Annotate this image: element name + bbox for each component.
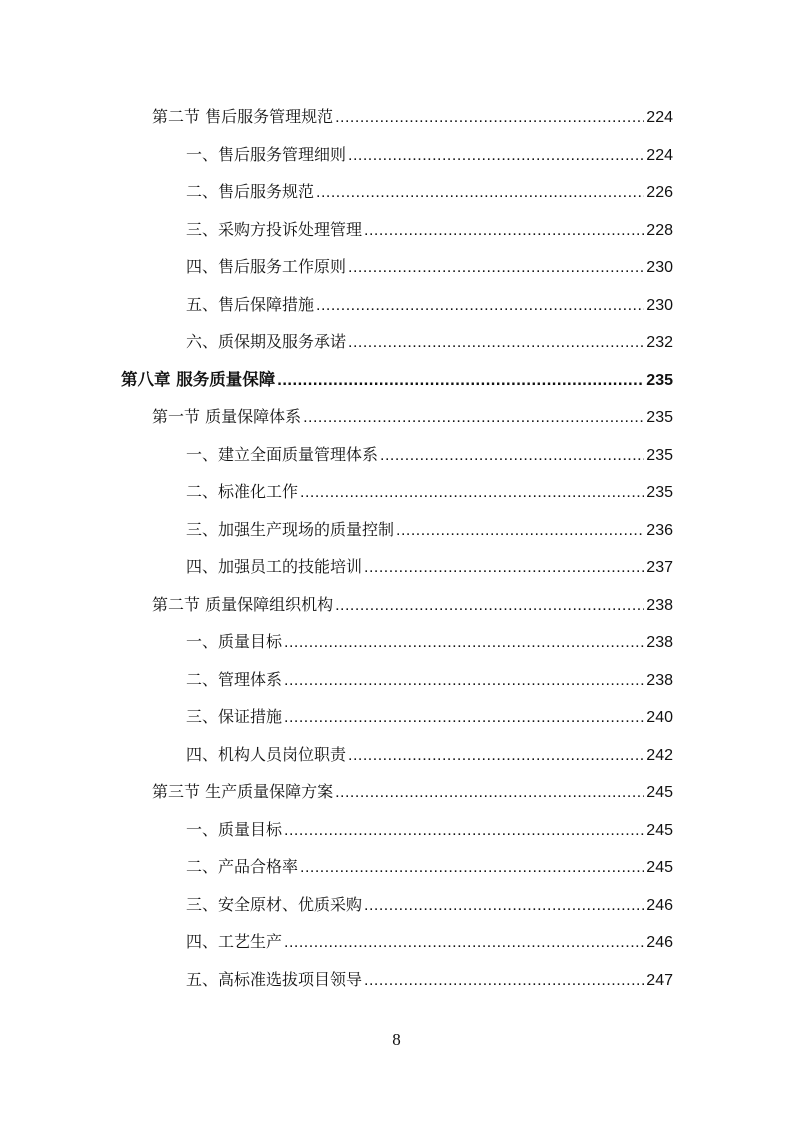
toc-entry-title: 一、质量目标 (186, 632, 283, 651)
toc-entry-title: 二、售后服务规范 (186, 182, 315, 201)
toc-entry[interactable] (186, 927, 673, 957)
toc-entry-title: 六、质保期及服务承诺 (186, 332, 347, 351)
toc-entry-title: 五、高标准选拔项目领导 (186, 969, 363, 989)
toc-entry[interactable] (186, 515, 673, 545)
dot-leader (348, 253, 644, 283)
dot-leader (316, 178, 644, 208)
toc-entry-page: 228 (646, 221, 673, 239)
toc-entry-title: 二、产品合格率 (186, 857, 299, 876)
toc-entry-page: 245 (646, 859, 673, 876)
dot-leader (364, 553, 644, 583)
toc-entry[interactable] (186, 627, 673, 657)
toc-entry-page: 224 (646, 109, 673, 126)
dot-leader (284, 928, 644, 958)
dot-leader (348, 328, 644, 358)
dot-leader (396, 516, 644, 546)
dot-leader (348, 141, 644, 171)
toc-entry-page: 236 (646, 521, 673, 539)
dot-leader (364, 891, 644, 921)
toc-entry-title: 第一节 质量保障体系 (152, 407, 302, 426)
toc-entry[interactable] (186, 177, 673, 207)
dot-leader (284, 628, 644, 658)
toc-entry-title: 第二节 售后服务管理规范 (152, 107, 334, 126)
toc-entry-title: 二、标准化工作 (186, 482, 299, 501)
toc-entry-title: 五、售后保障措施 (186, 294, 315, 314)
toc-entry-title: 四、机构人员岗位职责 (186, 744, 347, 764)
toc-entry-title: 三、采购方投诉处理管理 (186, 219, 363, 239)
toc-entry-title: 一、售后服务管理细则 (186, 144, 347, 164)
toc-entry[interactable] (186, 702, 673, 732)
toc-entry-page: 245 (646, 821, 673, 839)
toc-entry[interactable] (186, 290, 673, 320)
toc-entry-title: 三、安全原材、优质采购 (186, 894, 363, 914)
page-number: 8 (392, 1030, 401, 1049)
toc-entry-title: 三、加强生产现场的质量控制 (186, 519, 395, 539)
toc-entry-page: 235 (646, 446, 673, 464)
toc-entry-title: 一、建立全面质量管理体系 (186, 444, 379, 464)
toc-entry[interactable] (186, 890, 673, 920)
dot-leader (335, 778, 644, 808)
toc-entry[interactable] (186, 440, 673, 470)
toc-entry[interactable] (152, 777, 673, 807)
toc-entry[interactable] (186, 140, 673, 170)
dot-leader (316, 291, 644, 321)
toc-entry-page: 238 (646, 671, 673, 689)
toc-entry-page: 230 (646, 259, 673, 276)
dot-leader (380, 441, 644, 471)
toc-entry-title: 第三节 生产质量保障方案 (152, 782, 334, 801)
toc-entry[interactable] (186, 665, 673, 695)
toc-entry[interactable] (152, 402, 673, 432)
dot-leader (364, 216, 644, 246)
toc-entry[interactable] (186, 252, 673, 282)
toc-entry-page: 235 (646, 371, 673, 389)
dot-leader (348, 741, 644, 771)
toc-entry[interactable] (186, 215, 673, 245)
toc-entry-page: 240 (646, 709, 673, 726)
toc-entry[interactable] (186, 965, 673, 995)
dot-leader (364, 966, 644, 996)
toc-entry-title: 四、售后服务工作原则 (186, 257, 347, 276)
toc-entry[interactable] (186, 740, 673, 770)
toc-entry-page: 230 (646, 296, 673, 314)
toc-entry-page: 238 (646, 596, 673, 614)
dot-leader (277, 365, 644, 395)
dot-leader (303, 403, 644, 433)
toc-entry[interactable] (186, 852, 673, 882)
toc-entry[interactable] (186, 327, 673, 357)
toc-entry-page: 247 (646, 971, 673, 989)
dot-leader (335, 591, 644, 621)
toc-entry-page: 232 (646, 334, 673, 351)
toc-entry-title: 第八章 服务质量保障 (121, 369, 276, 389)
toc-entry[interactable] (186, 815, 673, 845)
dot-leader (284, 666, 644, 696)
toc-entry-page: 224 (646, 146, 673, 164)
toc-entry-page: 235 (646, 484, 673, 501)
toc-entry-page: 235 (646, 409, 673, 426)
toc-entry[interactable] (152, 590, 673, 620)
toc-entry-page: 246 (646, 896, 673, 914)
dot-leader (300, 853, 644, 883)
dot-leader (335, 103, 644, 133)
dot-leader (300, 478, 644, 508)
toc-entry-title: 三、保证措施 (186, 707, 283, 726)
toc-entry-title: 四、工艺生产 (186, 932, 283, 951)
toc-entry-page: 245 (646, 784, 673, 801)
dot-leader (284, 816, 644, 846)
toc-entry-title: 一、质量目标 (186, 819, 283, 839)
toc-entry[interactable] (152, 102, 673, 132)
toc-entry[interactable] (186, 477, 673, 507)
toc-entry-page: 226 (646, 184, 673, 201)
toc-chapter-entry[interactable] (121, 365, 673, 395)
toc-entry-page: 246 (646, 934, 673, 951)
toc-entry-title: 第二节 质量保障组织机构 (152, 594, 334, 614)
toc-entry-page: 238 (646, 634, 673, 651)
toc-entry-title: 四、加强员工的技能培训 (186, 557, 363, 576)
toc-entry-title: 二、管理体系 (186, 669, 283, 689)
dot-leader (284, 703, 644, 733)
toc-entry-page: 237 (646, 559, 673, 576)
toc-entry[interactable] (186, 552, 673, 582)
toc-entry-page: 242 (646, 746, 673, 764)
